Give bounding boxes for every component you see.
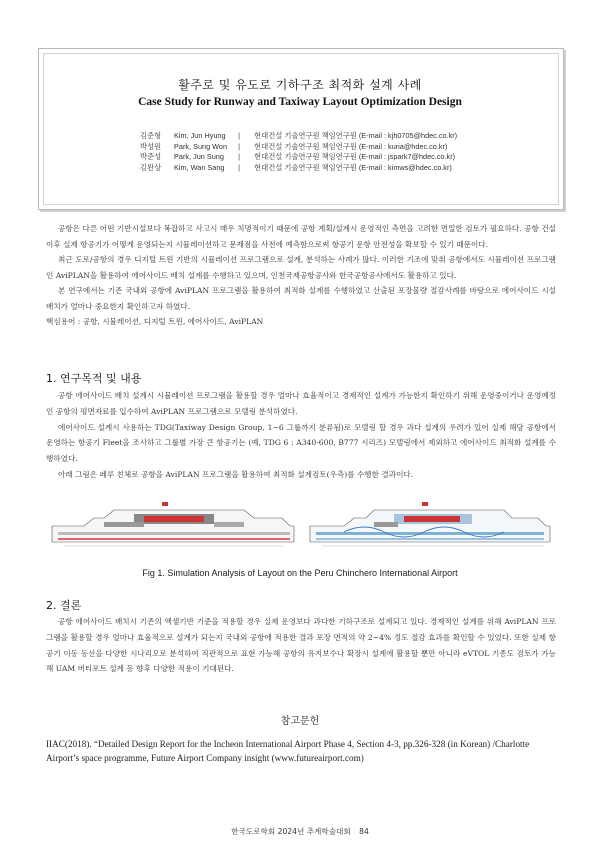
abstract-paragraph: 최근 도로/공항의 경우 디지털 트윈 기반의 시뮬레이션 프로그램으로 설계, 분석하는 사례가 많다. 이러한 기조에 맞춰 공항에서도 시뮬레이션 프로그램인 AviPLAN을 활용하여 에어사이드 배치 설계를 수행하고 있으며, 인천국제공항공사와 한국공항공사에서도 활용하고 있다. bbox=[46, 255, 556, 280]
author-affiliation: 현대건설 기술연구원 책임연구원 (E-mail : kjh0705@hdec.co.kr) bbox=[254, 131, 458, 140]
page-footer bbox=[0, 826, 600, 837]
section-2-heading: 2. 결론 bbox=[46, 599, 82, 612]
abstract-paragraph: 본 연구에서는 기존 국내외 공항에 AviPLAN 프로그램을 활용하여 최적화 설계를 수행하였고 산출된 포장물량 절감사례를 바탕으로 에어사이드 시설 배치가 얼마나 중요한지 확인하고자 하였다. bbox=[46, 286, 556, 311]
airport-layout-figure bbox=[44, 500, 556, 560]
author-name-english: Kim, Jun Hyung bbox=[174, 131, 226, 140]
layout-existing-diagram bbox=[52, 502, 294, 546]
author-name-korean: 김완상 bbox=[140, 162, 162, 172]
abstract bbox=[46, 221, 556, 330]
author-list bbox=[140, 131, 457, 173]
references-heading: 참고문헌 bbox=[280, 716, 320, 727]
author-row bbox=[140, 131, 457, 142]
author-affiliation: 현대건설 기술연구원 책임연구원 (E-mail : jspark7@hdec.co.kr) bbox=[254, 152, 456, 161]
section-1-paragraph: 아래 그림은 페루 친체로 공항을 AviPLAN 프로그램을 활용하여 최적화 설계검토(우측)를 수행한 결과이다. bbox=[58, 469, 414, 479]
layout-optimized-diagram bbox=[310, 502, 550, 546]
section-1-heading: 1. 연구목적 및 내용 bbox=[46, 372, 142, 385]
separator: | bbox=[238, 131, 240, 140]
title-box bbox=[38, 48, 564, 210]
author-name-english: Kim, Wan Sang bbox=[174, 162, 225, 172]
section-1-paragraph: 에어사이드 설계시 사용하는 TDG(Taxiway Design Group, 1~6 그룹까지 분류됨)로 모델링 할 경우 과다 설계의 우려가 있어 실제 해당 공항에서 운영하는 항공기 Fleet을 조사하고 그룹별 가장 큰 항공기는 (예, TDG 6 : A340-600, B777 시리즈) 모델링에서 제외하고 에어사이드 최적화 설계를 수행하였다. bbox=[46, 422, 556, 464]
paper-title-korean: 활주로 및 유도로 기하구조 최적화 설계 사례 bbox=[178, 78, 422, 92]
author-affiliation: 현대건설 기술연구원 책임연구원 (E-mail : kuria@hdec.co.kr) bbox=[254, 141, 448, 151]
author-affiliation: 현대건설 기술연구원 책임연구원 (E-mail : kimws@hdec.co.kr) bbox=[254, 162, 452, 172]
author-name-english: Park, Sung Won bbox=[174, 141, 228, 151]
references-list bbox=[46, 737, 558, 765]
reference-item: IIAC(2018). “Detailed Design Report for the Incheon International Airport Phase 4, Section 4-3, pp.326-328 (in Korean) /Charlotte Airport’s space programme, Future Airport Company insight (www.futureairport.com) bbox=[46, 739, 530, 763]
section-1-body bbox=[46, 388, 556, 483]
figure-caption: Fig 1. Simulation Analysis of Layout on the Peru Chinchero International Airport bbox=[142, 568, 458, 578]
separator: | bbox=[238, 152, 240, 161]
author-name-korean: 박준성 bbox=[140, 152, 162, 161]
paper-title-english: Case Study for Runway and Taxiway Layout Optimization Design bbox=[138, 96, 462, 108]
separator: | bbox=[238, 162, 240, 172]
author-row bbox=[140, 142, 457, 153]
page-number: 84 bbox=[359, 827, 369, 836]
author-name-korean: 김준형 bbox=[140, 131, 162, 140]
separator: | bbox=[238, 141, 240, 151]
section-2-paragraph: 공항 에어사이드 배치시 기존의 엑셀기반 기준을 적용할 경우 실제 운영보다 과다한 기하구조로 설계되고 있다. 경제적인 설계를 위해 AviPLAN 프로그램을 활용할 경우 얼마나 효율적으로 설계가 되는지 국내외 공항에 적용한 결과 포장 면적의 약 2~4% 정도 절감 효과를 확인할 수 있었다. 또한 실제 항공기 이동 동선을 다양한 시나리오로 분석하여 직관적으로 표현 가능해 공항의 유지보수나 확장시 설계에 활용할 뿐만 아니라 eVTOL 기종도 검토가 가능해 UAM 버티포트 설계 등 향후 다양한 적용이 기대된다. bbox=[46, 617, 556, 674]
conference-name: 한국도로학회 2024년 추계학술대회 bbox=[231, 827, 351, 836]
abstract-paragraph: 공항은 다른 어떤 기반시설보다 복잡하고 사고시 매우 치명적이기 때문에 공항 계획/설계시 운영적인 측면을 고려한 면밀한 검토가 필요하다. 공항 건설이후 실제 항공기가 어떻게 운영되는지 시뮬레이션하고 문제점을 사전에 예측함으로써 항공기 운항 안전성을 확보할 수 있기 때문이다. bbox=[46, 224, 556, 249]
section-2-body bbox=[46, 614, 556, 677]
author-name-korean: 박성원 bbox=[140, 141, 162, 151]
author-row bbox=[140, 163, 457, 174]
author-row bbox=[140, 152, 457, 163]
keywords: 핵심용어 : 공항, 시뮬레이션, 디지털 트윈, 에어사이드, AviPLAN bbox=[46, 317, 264, 326]
section-1-paragraph: 공항 에어사이드 배치 설계시 시뮬레이션 프로그램을 활용할 경우 얼마나 효율적이고 경제적인 설계가 가능한지 확인하기 위해 운영중이거나 운영예정인 공항의 평면자료를 입수하여 AviPLAN 프로그램으로 모델링 분석하였다. bbox=[46, 391, 556, 416]
author-name-english: Park, Jun Sung bbox=[174, 152, 224, 161]
